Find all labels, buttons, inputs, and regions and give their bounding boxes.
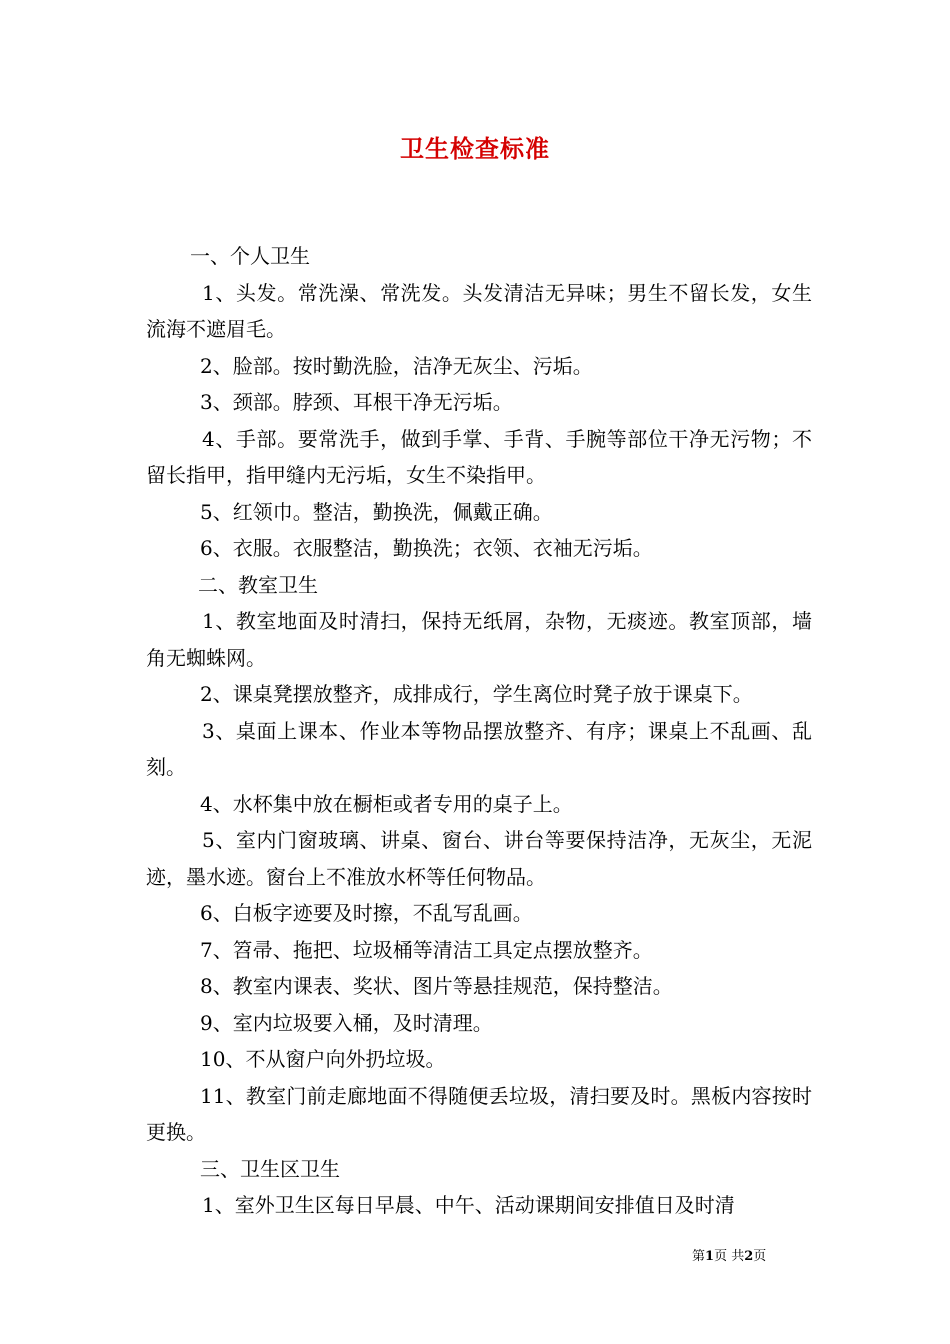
list-item: 3、桌面上课本、作业本等物品摆放整齐、有序；课桌上不乱画、乱刻。 — [146, 718, 812, 779]
section-heading-personal: 一、个人卫生 — [190, 244, 310, 268]
footer-total-pages: 2 — [744, 1249, 754, 1264]
list-item: 2、脸部。按时勤洗脸，洁净无灰尘、污垢。 — [200, 353, 593, 378]
list-item: 8、教室内课表、奖状、图片等悬挂规范，保持整洁。 — [200, 974, 673, 998]
section-heading-hygiene-area: 三、卫生区卫生 — [200, 1156, 340, 1181]
page-number-footer — [692, 1248, 832, 1266]
list-item: 5、红领巾。整洁，勤换洗，佩戴正确。 — [200, 499, 553, 524]
footer-middle: 页 共 — [714, 1249, 745, 1264]
footer-prefix: 第 — [692, 1249, 706, 1264]
list-item: 4、水杯集中放在橱柜或者专用的桌子上。 — [200, 791, 573, 816]
list-item: 1、教室地面及时清扫，保持无纸屑，杂物，无痰迹。教室顶部，墙角无蜘蛛网。 — [146, 609, 812, 670]
section-heading-classroom: 二、教室卫生 — [198, 572, 318, 597]
list-item: 5、室内门窗玻璃、讲桌、窗台、讲台等要保持洁净，无灰尘，无泥迹，墨水迹。窗台上不准放水杯等任何物品。 — [146, 828, 812, 889]
list-item: 6、白板字迹要及时擦，不乱写乱画。 — [200, 901, 533, 925]
list-item: 1、头发。常洗澡、常洗发。头发清洁无异味；男生不留长发，女生流海不遮眉毛。 — [146, 280, 812, 341]
list-item: 9、室内垃圾要入桶，及时清理。 — [200, 1010, 493, 1035]
document-body — [146, 238, 812, 1224]
list-item: 11、教室门前走廊地面不得随便丢垃圾，清扫要及时。黑板内容按时更换。 — [146, 1083, 812, 1144]
list-item: 4、手部。要常洗手，做到手掌、手背、手腕等部位干净无污物；不留长指甲，指甲缝内无污垢，女生不染指甲。 — [146, 426, 812, 487]
list-item: 3、颈部。脖颈、耳根干净无污垢。 — [200, 390, 513, 414]
list-item: 10、不从窗户向外扔垃圾。 — [200, 1047, 446, 1071]
list-item: 7、笤帚、拖把、垃圾桶等清洁工具定点摆放整齐。 — [200, 937, 653, 962]
list-item: 1、室外卫生区每日早晨、中午、活动课期间安排值日及时清 — [202, 1193, 735, 1217]
list-item: 6、衣服。衣服整洁，勤换洗；衣领、衣袖无污垢。 — [200, 536, 653, 560]
footer-suffix: 页 — [753, 1249, 767, 1264]
list-item: 2、课桌凳摆放整齐，成排成行，学生离位时凳子放于课桌下。 — [200, 682, 753, 706]
footer-current-page: 1 — [705, 1249, 715, 1264]
page-title: 卫生检查标准 — [400, 134, 550, 163]
